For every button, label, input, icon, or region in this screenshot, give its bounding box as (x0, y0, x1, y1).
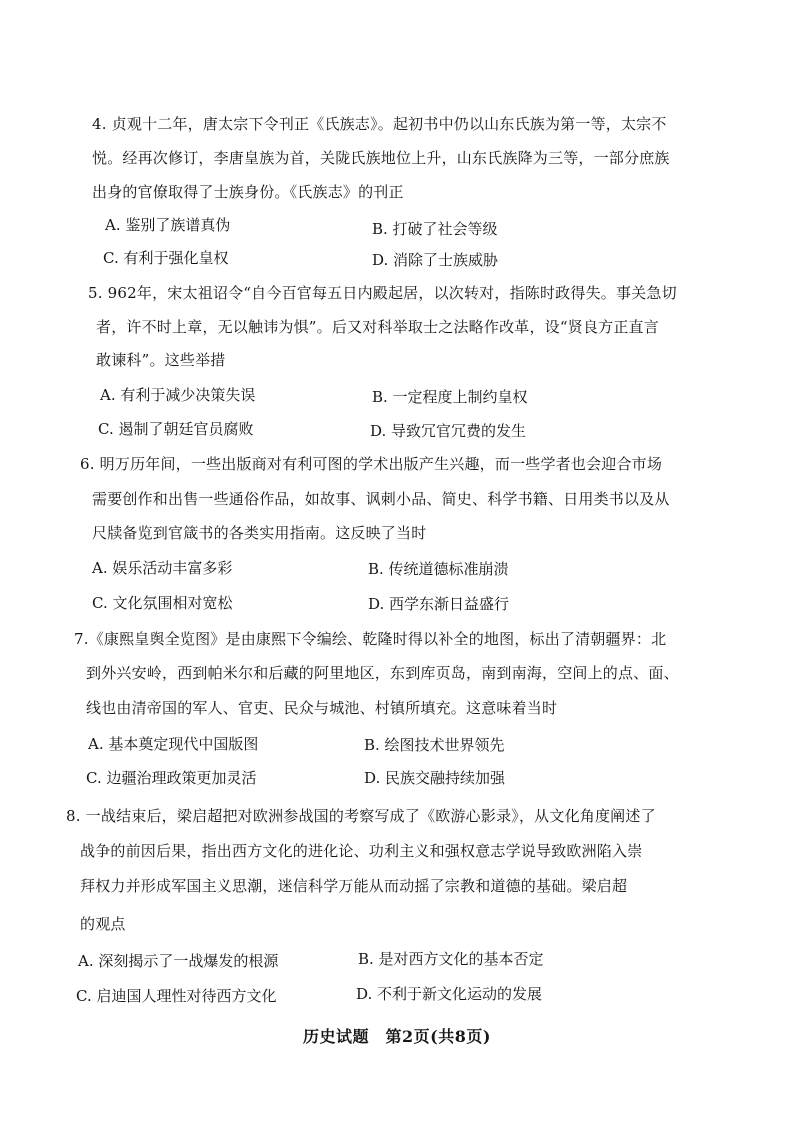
question-8-line-4: 的观点 (80, 915, 126, 933)
question-8-line-1: 8. 一战结束后，梁启超把对欧洲参战国的考察写成了《欧游心影录》，从文化角度阐述了 (66, 807, 656, 825)
question-4-option-b: B. 打破了社会等级 (372, 220, 498, 238)
question-7-line-1: 7.《康熙皇舆全览图》是由康熙下令编绘、乾隆时得以补全的地图，标出了清朝疆界：北 (74, 630, 667, 648)
question-8-line-2: 战争的前因后果，指出西方文化的进化论、功利主义和强权意志学说导致欧洲陷入崇 (80, 842, 643, 860)
question-7-option-d: D. 民族交融持续加强 (364, 769, 506, 787)
question-6-line-1: 6. 明万历年间，一些出版商对有利可图的学术出版产生兴趣，而一些学者也会迎合市场 (80, 455, 663, 473)
question-7-option-b: B. 绘图技术世界领先 (364, 736, 505, 754)
question-4-line-3: 出身的官僚取得了士族身份。《氏族志》的刊正 (92, 183, 404, 201)
question-5-line-1: 5. 962年，宋太祖诏令“自今百官每五日内殿起居，以次转对，指陈时政得失。事关急切 (88, 284, 677, 302)
question-8-option-a: A. 深刻揭示了一战爆发的根源 (78, 952, 279, 970)
question-5-line-3: 敢谏科”。这些举措 (96, 351, 226, 369)
question-7-option-a: A. 基本奠定现代中国版图 (88, 735, 259, 753)
page-footer: 历史试题 第2页(共8页) (303, 1027, 491, 1046)
question-4-option-a: A. 鉴别了族谱真伪 (105, 216, 231, 234)
question-7-line-2: 到外兴安岭，西到帕米尔和后藏的阿里地区，东到库页岛，南到南海，空间上的点、面、 (86, 664, 679, 682)
question-5-option-c: C. 遏制了朝廷官员腐败 (98, 420, 254, 438)
question-8-option-d: D. 不利于新文化运动的发展 (356, 985, 543, 1003)
question-7-option-c: C. 边疆治理政策更加灵活 (86, 769, 257, 787)
question-5-line-2: 者，许不时上章，无以触讳为惧”。后又对科举取士之法略作改革，设“贤良方正直言 (96, 318, 659, 336)
question-6-line-3: 尺牍备览到官箴书的各类实用指南。这反映了当时 (92, 524, 427, 542)
question-5-option-a: A. 有利于减少决策失误 (100, 386, 256, 404)
question-6-line-2: 需要创作和出售一些通俗作品，如故事、讽刺小品、简史、科学书籍、日用类书以及从 (92, 490, 670, 508)
question-8-option-c: C. 启迪国人理性对待西方文化 (76, 987, 277, 1005)
question-4-line-2: 悦。经再次修订，李唐皇族为首，关陇氏族地位上升，山东氏族降为三等，一部分庶族 (92, 149, 670, 167)
question-4-option-c: C. 有利于强化皇权 (103, 249, 229, 267)
question-5-option-b: B. 一定程度上制约皇权 (372, 388, 528, 406)
question-8-option-b: B. 是对西方文化的基本否定 (358, 950, 544, 968)
question-8-line-3: 拜权力并形成军国主义思潮，迷信科学万能从而动摇了宗教和道德的基础。梁启超 (80, 877, 628, 895)
question-6-option-d: D. 西学东渐日益盛行 (368, 595, 510, 613)
question-6-option-c: C. 文化氛围相对宽松 (92, 594, 233, 612)
question-5-option-d: D. 导致冗官冗费的发生 (370, 422, 527, 440)
question-7-line-3: 线也由清帝国的军人、官吏、民众与城池、村镇所填充。这意味着当时 (86, 699, 558, 717)
question-6-option-b: B. 传统道德标准崩溃 (368, 560, 509, 578)
question-6-option-a: A. 娱乐活动丰富多彩 (92, 559, 233, 577)
question-4-option-d: D. 消除了士族威胁 (372, 251, 499, 269)
question-4-line-1: 4. 贞观十二年，唐太宗下令刊正《氏族志》。起初书中仍以山东氏族为第一等，太宗不 (92, 115, 667, 133)
